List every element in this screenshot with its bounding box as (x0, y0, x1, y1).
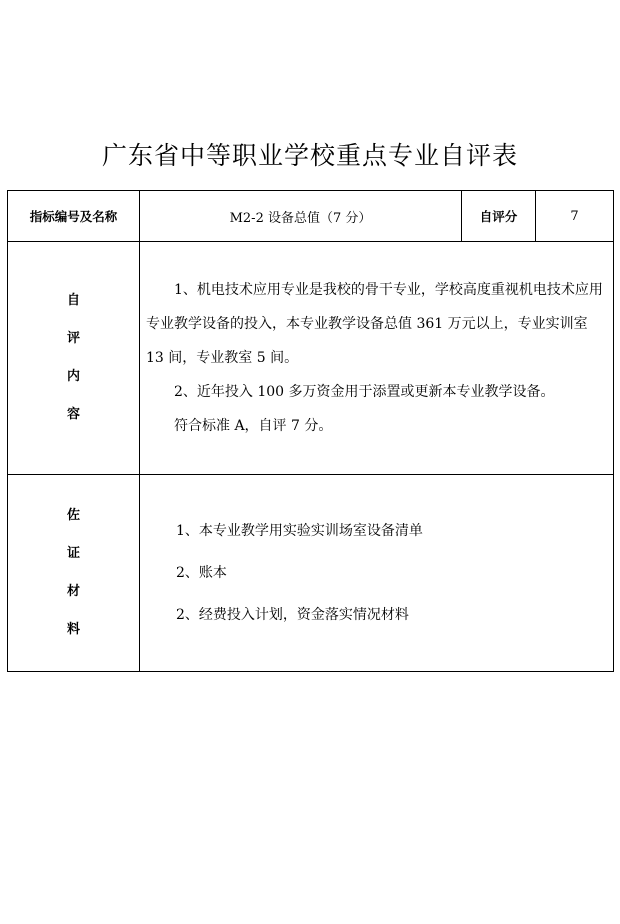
label-char: 评 (66, 331, 80, 346)
content-paragraph: 1、机电技术应用专业是我校的骨干专业，学校高度重视机电技术应用专业教学设备的投入，本专业教学设备总值 361 万元以上，专业实训室 13 间，专业教室 5 间。 (146, 282, 603, 366)
evidence-item: 2、经费投入计划，资金落实情况材料 (176, 607, 409, 623)
label-char: 材 (66, 584, 80, 599)
evidence-label (8, 475, 140, 672)
header-row (8, 191, 614, 242)
indicator-label: 指标编号及名称 (8, 191, 140, 242)
score-value: 7 (536, 191, 614, 242)
evidence-content (140, 475, 614, 672)
label-char: 容 (66, 407, 80, 422)
self-eval-content (140, 242, 614, 475)
label-char: 自 (66, 293, 80, 308)
evidence-item: 2、账本 (176, 565, 227, 581)
indicator-value: M2-2 设备总值（7 分） (140, 191, 462, 242)
self-evaluation-table (7, 190, 614, 672)
self-eval-label (8, 242, 140, 475)
content-paragraph: 2、近年投入 100 多万资金用于添置或更新本专业教学设备。 (174, 384, 555, 400)
score-label: 自评分 (462, 191, 536, 242)
label-char: 料 (66, 622, 80, 637)
label-char: 证 (66, 546, 80, 561)
label-char: 内 (66, 369, 80, 384)
evidence-row (8, 475, 614, 672)
label-char: 佐 (66, 508, 80, 523)
evidence-item: 1、本专业教学用实验实训场室设备清单 (176, 523, 423, 539)
self-eval-row (8, 242, 614, 475)
page-title: 广东省中等职业学校重点专业自评表 (101, 141, 518, 170)
content-paragraph: 符合标准 A，自评 7 分。 (174, 418, 333, 434)
